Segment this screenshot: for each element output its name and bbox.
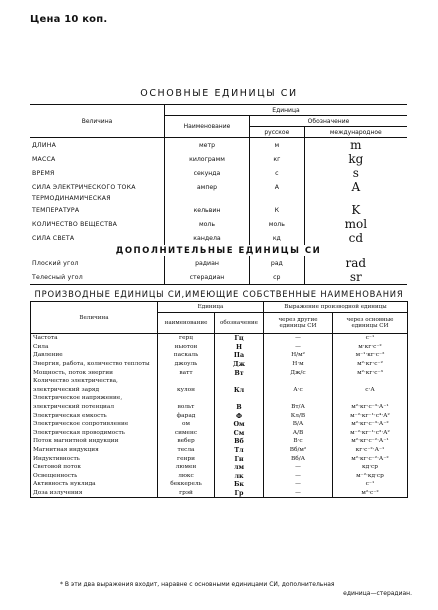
supp-unit-intl: rad xyxy=(304,256,407,270)
derived-unit-row xyxy=(31,386,408,395)
derived-via-base: кг·с⁻²·А⁻¹ xyxy=(333,446,408,455)
derived-via-other: А·с xyxy=(264,386,333,395)
supp-unit-row xyxy=(30,270,407,285)
base-unit-name: метр xyxy=(165,138,250,153)
derived-unit-symbol: Тл xyxy=(215,446,264,455)
derived-unit-row xyxy=(31,343,408,352)
derived-quantity: Освещенность xyxy=(33,472,78,479)
derived-via-other: — xyxy=(264,489,333,498)
derived-unit-name: джоуль xyxy=(158,360,215,369)
base-unit-ru: с xyxy=(250,166,305,180)
base-unit-row xyxy=(30,152,407,166)
derived-via-other: Кл/В xyxy=(264,411,333,420)
base-unit-intl: m xyxy=(304,138,407,153)
derived-via-base: м²·кг·с⁻³·А⁻² xyxy=(333,420,408,429)
col2-via-base: через основные единицы СИ xyxy=(333,313,408,334)
base-unit-name: моль xyxy=(165,217,250,231)
derived-unit-name: ньютон xyxy=(158,343,215,352)
derived-unit-row xyxy=(31,437,408,446)
derived-quantity: Активность нуклида xyxy=(33,481,96,488)
derived-quantity: Сила xyxy=(33,343,49,350)
derived-via-other: Вб/м² xyxy=(264,446,333,455)
derived-via-other: — xyxy=(264,480,333,489)
derived-unit-name: грэй xyxy=(158,489,215,498)
col2-expression: Выражение производной единицы xyxy=(264,302,408,313)
derived-unit-row xyxy=(31,429,408,438)
derived-unit-row xyxy=(31,420,408,429)
col2-designation: обозначение xyxy=(215,313,264,334)
derived-unit-name: фарад xyxy=(158,411,215,420)
col-name: Наименование xyxy=(165,116,250,138)
base-quantity: КОЛИЧЕСТВО ВЕЩЕСТВА xyxy=(32,220,118,228)
supp-quantity: Плоский угол xyxy=(32,259,79,267)
derived-via-other: Н/м² xyxy=(264,351,333,360)
derived-quantity: Доза излучения xyxy=(33,489,83,496)
derived-unit-name: вебер xyxy=(158,437,215,446)
derived-quantity: Мощность, поток энергии xyxy=(33,369,113,376)
base-unit-ru: кг xyxy=(250,152,305,166)
base-unit-ru: К xyxy=(250,203,305,217)
derived-quantity: Электрическое напряжение, xyxy=(33,395,123,402)
derived-via-other xyxy=(264,394,333,403)
derived-via-base: с⁻¹ xyxy=(333,334,408,343)
derived-unit-row xyxy=(31,489,408,498)
supplementary-units-title: ДОПОЛНИТЕЛЬНЫЕ ЕДИНИЦЫ СИ xyxy=(115,245,322,256)
base-unit-intl: mol xyxy=(304,217,407,231)
base-units-table xyxy=(30,104,407,285)
derived-quantity: Световой поток xyxy=(33,464,81,471)
derived-via-other: — xyxy=(264,343,333,352)
derived-via-base: м²·кг·с⁻² xyxy=(333,360,408,369)
derived-unit-name: люмен xyxy=(158,463,215,472)
derived-via-other: В/А xyxy=(264,420,333,429)
derived-unit-symbol: Дж xyxy=(215,360,264,369)
col2-quantity: Величина xyxy=(31,302,158,334)
footnote xyxy=(60,580,420,598)
derived-unit-symbol: В xyxy=(215,403,264,412)
derived-quantity: Электрическое сопротивление xyxy=(33,421,129,428)
base-unit-name: секунда xyxy=(165,166,250,180)
col-international: международное xyxy=(304,127,407,138)
col-unit: Единица xyxy=(165,105,408,116)
base-units-title: ОСНОВНЫЕ ЕДИНИЦЫ СИ xyxy=(140,88,298,99)
base-unit-ru: А xyxy=(250,180,305,194)
derived-quantity: Электрическая проводимость xyxy=(33,429,125,436)
derived-via-base xyxy=(333,394,408,403)
derived-unit-name: беккерель xyxy=(158,480,215,489)
base-unit-row xyxy=(30,231,407,245)
base-unit-intl: kg xyxy=(304,152,407,166)
derived-unit-symbol: Вб xyxy=(215,437,264,446)
derived-unit-row xyxy=(31,377,408,386)
derived-unit-symbol xyxy=(215,377,264,386)
derived-quantity: Давление xyxy=(33,352,63,359)
derived-units-body xyxy=(31,334,408,498)
footnote-line2: единица—стерадиан. xyxy=(343,590,412,597)
derived-via-base: м²·кг·с⁻²·А⁻² xyxy=(333,454,408,463)
base-quantity: СИЛА ЭЛЕКТРИЧЕСКОГО ТОКА xyxy=(32,183,136,191)
base-quantity: ВРЕМЯ xyxy=(32,169,55,177)
derived-unit-name: вольт xyxy=(158,403,215,412)
derived-via-other: Вт/А xyxy=(264,403,333,412)
base-unit-name: ампер xyxy=(165,180,250,194)
derived-unit-symbol: Гн xyxy=(215,454,264,463)
derived-quantity: Магнитная индукция xyxy=(33,447,99,454)
base-unit-row xyxy=(30,180,407,194)
derived-unit-name xyxy=(158,394,215,403)
base-quantity: СИЛА СВЕТА xyxy=(32,234,75,242)
derived-via-base: м²·кг·с⁻²·А⁻¹ xyxy=(333,437,408,446)
derived-unit-row xyxy=(31,403,408,412)
base-quantity: ДЛИНА xyxy=(32,141,57,149)
derived-quantity: Частота xyxy=(33,335,58,342)
derived-via-other: Дж/с xyxy=(264,368,333,377)
derived-unit-row xyxy=(31,472,408,481)
derived-via-other xyxy=(264,377,333,386)
supplementary-units-body xyxy=(30,256,407,285)
derived-via-other: А/В xyxy=(264,429,333,438)
col-designation: Обозначение xyxy=(250,116,408,127)
base-unit-intl: K xyxy=(304,203,407,217)
derived-unit-symbol: Кл xyxy=(215,386,264,395)
derived-via-other: В·с xyxy=(264,437,333,446)
supp-unit-ru: ср xyxy=(250,270,305,285)
derived-unit-row xyxy=(31,351,408,360)
base-unit-ru: моль xyxy=(250,217,305,231)
derived-unit-row xyxy=(31,446,408,455)
col2-name: наименование xyxy=(158,313,215,334)
derived-via-other: Н·м xyxy=(264,360,333,369)
derived-unit-name: герц xyxy=(158,334,215,343)
derived-unit-row xyxy=(31,334,408,343)
derived-unit-row xyxy=(31,394,408,403)
base-unit-row xyxy=(30,217,407,231)
derived-unit-symbol: Ф xyxy=(215,411,264,420)
derived-quantity: Количество электричества, xyxy=(33,378,118,385)
derived-via-base: м⁻²·кг⁻¹·с³·А² xyxy=(333,429,408,438)
base-unit-row xyxy=(30,194,407,203)
derived-unit-name: паскаль xyxy=(158,351,215,360)
base-unit-intl: A xyxy=(304,180,407,194)
col2-via-other: через другие единицы СИ xyxy=(264,313,333,334)
base-unit-ru xyxy=(250,194,305,203)
col-russian: русское xyxy=(250,127,305,138)
base-quantity: ТЕРМОДИНАМИЧЕСКАЯ xyxy=(32,195,111,202)
supp-unit-ru: рад xyxy=(250,256,305,270)
base-unit-intl: s xyxy=(304,166,407,180)
derived-unit-symbol: См xyxy=(215,429,264,438)
base-unit-intl: cd xyxy=(304,231,407,245)
derived-via-base xyxy=(333,377,408,386)
derived-quantity: электрический потенциал xyxy=(33,404,115,411)
derived-unit-symbol: Вт xyxy=(215,368,264,377)
base-unit-row xyxy=(30,138,407,153)
derived-via-base: м⁻²·кг⁻¹·с⁴·А² xyxy=(333,411,408,420)
derived-unit-symbol: Бк xyxy=(215,480,264,489)
derived-unit-row xyxy=(31,411,408,420)
derived-unit-symbol: лк xyxy=(215,472,264,481)
supp-unit-row xyxy=(30,256,407,270)
derived-via-base: м⁻¹·кг·с⁻² xyxy=(333,351,408,360)
base-unit-name xyxy=(165,194,250,203)
derived-unit-name: кулон xyxy=(158,386,215,395)
supp-unit-intl: sr xyxy=(304,270,407,285)
derived-unit-symbol: Ом xyxy=(215,420,264,429)
base-quantity: ТЕМПЕРАТУРА xyxy=(32,206,80,214)
derived-units-title: ПРОИЗВОДНЫЕ ЕДИНИЦЫ СИ,ИМЕЮЩИЕ СОБСТВЕННЫЕ НАИМЕНОВАНИЯ xyxy=(34,289,404,299)
supp-unit-name: стерадиан xyxy=(165,270,250,285)
derived-via-other: — xyxy=(264,472,333,481)
base-unit-row xyxy=(30,203,407,217)
derived-unit-name: люкс xyxy=(158,472,215,481)
derived-unit-name: сименс xyxy=(158,429,215,438)
derived-via-base: м⁻²·кд·ср xyxy=(333,472,408,481)
derived-unit-row xyxy=(31,360,408,369)
derived-quantity: Электрическая емкость xyxy=(33,412,107,419)
derived-unit-row xyxy=(31,480,408,489)
derived-via-other: — xyxy=(264,463,333,472)
derived-unit-symbol: Па xyxy=(215,351,264,360)
derived-unit-name xyxy=(158,377,215,386)
derived-unit-name: генри xyxy=(158,454,215,463)
derived-via-base: кд·ср xyxy=(333,463,408,472)
derived-via-base: м²·кг·с⁻³·А⁻¹ xyxy=(333,403,408,412)
base-unit-name: кельвин xyxy=(165,203,250,217)
supp-unit-name: радиан xyxy=(165,256,250,270)
base-unit-row xyxy=(30,166,407,180)
derived-quantity: Энергия, работа, количество теплоты xyxy=(33,361,150,368)
base-quantity: МАССА xyxy=(32,155,56,163)
base-unit-intl xyxy=(304,194,407,203)
derived-via-base: с⁻¹ xyxy=(333,480,408,489)
footnote-line1: * В эти два выражения входит, наравне с основными единицами СИ, дополнительная xyxy=(60,581,335,588)
derived-unit-symbol: Гц xyxy=(215,334,264,343)
derived-via-other: — xyxy=(264,334,333,343)
derived-via-other: Вб/А xyxy=(264,454,333,463)
derived-quantity: электрический заряд xyxy=(33,386,100,393)
base-units-body xyxy=(30,138,407,246)
derived-unit-row xyxy=(31,463,408,472)
derived-units-table xyxy=(30,301,408,498)
price-label: Цена 10 коп. xyxy=(30,14,108,25)
derived-unit-symbol: Н xyxy=(215,343,264,352)
derived-quantity: Поток магнитной индукции xyxy=(33,438,119,445)
derived-unit-row xyxy=(31,454,408,463)
derived-unit-symbol xyxy=(215,394,264,403)
derived-via-base: м²·с⁻² xyxy=(333,489,408,498)
derived-unit-symbol: лм xyxy=(215,463,264,472)
derived-unit-name: ватт xyxy=(158,368,215,377)
derived-unit-row xyxy=(31,368,408,377)
base-unit-name: кандела xyxy=(165,231,250,245)
derived-unit-name: тесла xyxy=(158,446,215,455)
derived-quantity: Индуктивность xyxy=(33,455,80,462)
base-unit-name: килограмм xyxy=(165,152,250,166)
base-unit-ru: м xyxy=(250,138,305,153)
derived-unit-symbol: Гр xyxy=(215,489,264,498)
derived-unit-name: ом xyxy=(158,420,215,429)
supp-quantity: Телесный угол xyxy=(32,273,83,281)
base-unit-ru: кд xyxy=(250,231,305,245)
col-quantity: Величина xyxy=(81,117,113,125)
derived-via-base: м²·кг·с⁻³ xyxy=(333,368,408,377)
derived-via-base: м·кг·с⁻² xyxy=(333,343,408,352)
col2-unit: Единица xyxy=(158,302,264,313)
derived-via-base: с·А xyxy=(333,386,408,395)
